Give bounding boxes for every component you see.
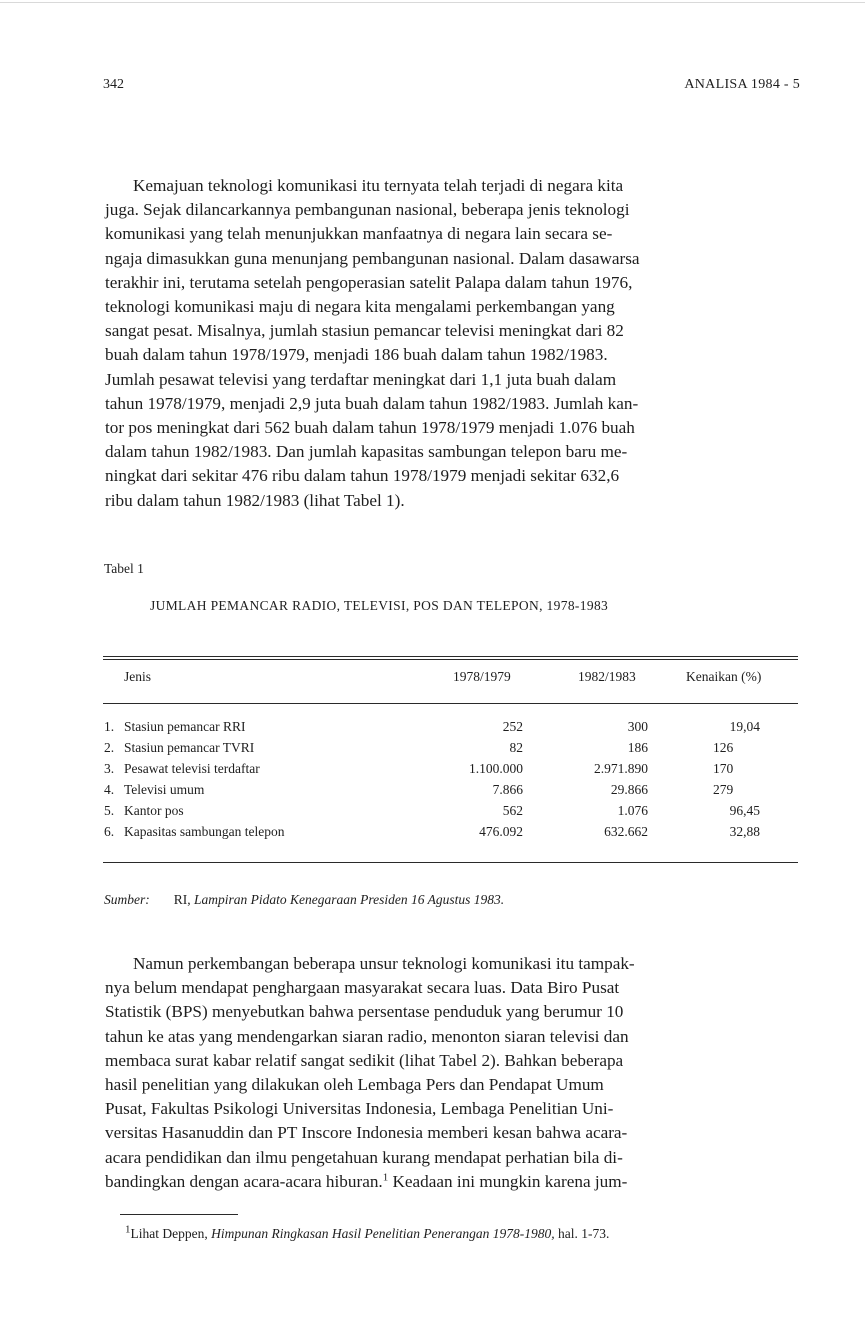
text-line: ngaja dimasukkan guna menunjang pembangunan nasional. Dalam dasawarsa [105,248,640,268]
row-label: Kantor pos [124,803,184,818]
text-line: hasil penelitian yang dilakukan oleh Lembaga Pers dan Pendapat Umum [105,1075,604,1095]
text-line: Pusat, Fakultas Psikologi Universitas Indonesia, Lembaga Penelitian Uni- [105,1099,614,1119]
cell-1978: 476.092 [479,824,523,839]
running-head: ANALISA 1984 - 5 [684,77,800,92]
text-line: teknologi komunikasi maju di negara kita mengalami perkembangan yang [105,297,615,317]
row-number: 3. [104,761,115,776]
row-label: Televisi umum [124,782,205,797]
footnote-rule [120,1214,238,1215]
cell-1978: 252 [502,719,523,734]
cell-kenaikan: 19,04 [729,719,760,734]
cell-1982: 300 [627,719,648,734]
row-number: 2. [104,740,115,755]
text-line: ningkat dari sekitar 476 ribu dalam tahun 1978/1979 menjadi sekitar 632,6 [105,466,620,486]
text-line: versitas Hasanuddin dan PT Inscore Indonesia memberi kesan bahwa acara- [105,1123,628,1143]
text-line: tahun ke atas yang mendengarkan siaran radio, menonton siaran televisi dan [105,1026,629,1046]
footnote-marker: 1 [125,1223,131,1236]
paragraph-2 [105,952,798,1194]
cell-kenaikan: 279 [713,782,734,797]
text-line: bandingkan dengan acara-acara hiburan.$^1$ Keadaan ini mungkin karena jum- [105,1171,628,1191]
column-header-jenis: Jenis [124,669,151,684]
text-line: dalam tahun 1982/1983. Dan jumlah kapasitas sambungan telepon baru me- [105,442,628,462]
text-line: komunikasi yang telah menunjukkan manfaatnya di negara lain secara se- [105,224,613,244]
cell-1982: 29.866 [610,782,648,797]
cell-kenaikan: 32,88 [729,824,760,839]
text-line: sangat pesat. Misalnya, jumlah stasiun pemancar televisi meningkat dari 82 [105,321,624,341]
cell-1978: 562 [502,803,523,818]
table-top-rule [103,656,798,657]
cell-kenaikan: 96,45 [729,803,760,818]
text-line: juga. Sejak dilancarkannya pembangunan nasional, beberapa jenis teknologi [105,200,630,220]
row-number: 6. [104,824,115,839]
footnote-ref: 1 [382,1171,389,1184]
text-line: terakhir ini, terutama setelah pengoperasian satelit Palapa dalam tahun 1976, [105,272,633,292]
text-line: ribu dalam tahun 1982/1983 (lihat Tabel 1). [105,490,405,510]
top-edge-rule [0,2,865,3]
cell-1978: 1.100.000 [469,761,523,776]
text-line: Jumlah pesawat televisi yang terdaftar meningkat dari 1,1 juta buah dalam [105,369,617,389]
text-line: Namun perkembangan beberapa unsur teknologi komunikasi itu tampak- [133,954,635,973]
table-top-rule-double [103,659,798,660]
cell-1978: 82 [509,740,523,755]
cell-1982: 2.971.890 [594,761,648,776]
table-label: Tabel 1 [104,561,144,576]
text-line: Statistik (BPS) menyebutkan bahwa persentase penduduk yang berumur 10 [105,1002,624,1022]
page-number: 342 [103,77,124,92]
text-line: acara pendidikan dan ilmu pengetahuan kurang mendapat perhatian bila di- [105,1147,623,1167]
table-title: JUMLAH PEMANCAR RADIO, TELEVISI, POS DAN TELEPON, 1978-1983 [150,598,609,613]
text-line: nya belum mendapat penghargaan masyarakat secara luas. Data Biro Pusat [105,978,620,998]
cell-1982: 632.662 [604,824,648,839]
text-line: buah dalam tahun 1978/1979, menjadi 186 buah dalam tahun 1982/1983. [105,345,608,365]
column-header-1978: 1978/1979 [453,669,511,684]
source-prefix: RI, [173,892,191,907]
cell-kenaikan: 170 [713,761,734,776]
text-line: tahun 1978/1979, menjadi 2,9 juta buah dalam tahun 1982/1983. Jumlah kan- [105,393,639,413]
column-header-kenaikan: Kenaikan (%) [686,669,762,684]
table-bottom-rule [103,862,798,863]
row-label: Stasiun pemancar TVRI [124,740,255,755]
cell-1982: 1.076 [617,803,648,818]
cell-1978: 7.866 [492,782,523,797]
row-number: 5. [104,803,115,818]
source-title: Lampiran Pidato Kenegaraan Presiden 16 Agustus 1983. [194,892,505,907]
text-line: tor pos meningkat dari 562 buah dalam tahun 1978/1979 menjadi 1.076 buah [105,418,635,438]
column-header-1982: 1982/1983 [578,669,636,684]
row-label: Stasiun pemancar RRI [124,719,246,734]
text-line: Kemajuan teknologi komunikasi itu ternyata telah terjadi di negara kita [133,176,624,195]
paragraph-1 [105,174,798,513]
source-label: Sumber: [104,892,150,907]
row-number: 1. [104,719,115,734]
row-number: 4. [104,782,115,797]
footnote: $^1$Lihat Deppen, Himpunan Ringkasan Hasil Penelitian Penerangan 1978-1980, hal. 1-73. [125,1223,610,1241]
table-source [104,892,504,908]
cell-kenaikan: 126 [713,740,734,755]
cell-1982: 186 [627,740,648,755]
table-header-rule [103,703,798,704]
row-label: Pesawat televisi terdaftar [124,761,260,776]
text-line: membaca surat kabar relatif sangat sedikit (lihat Tabel 2). Bahkan beberapa [105,1050,624,1070]
row-label: Kapasitas sambungan telepon [124,824,285,839]
